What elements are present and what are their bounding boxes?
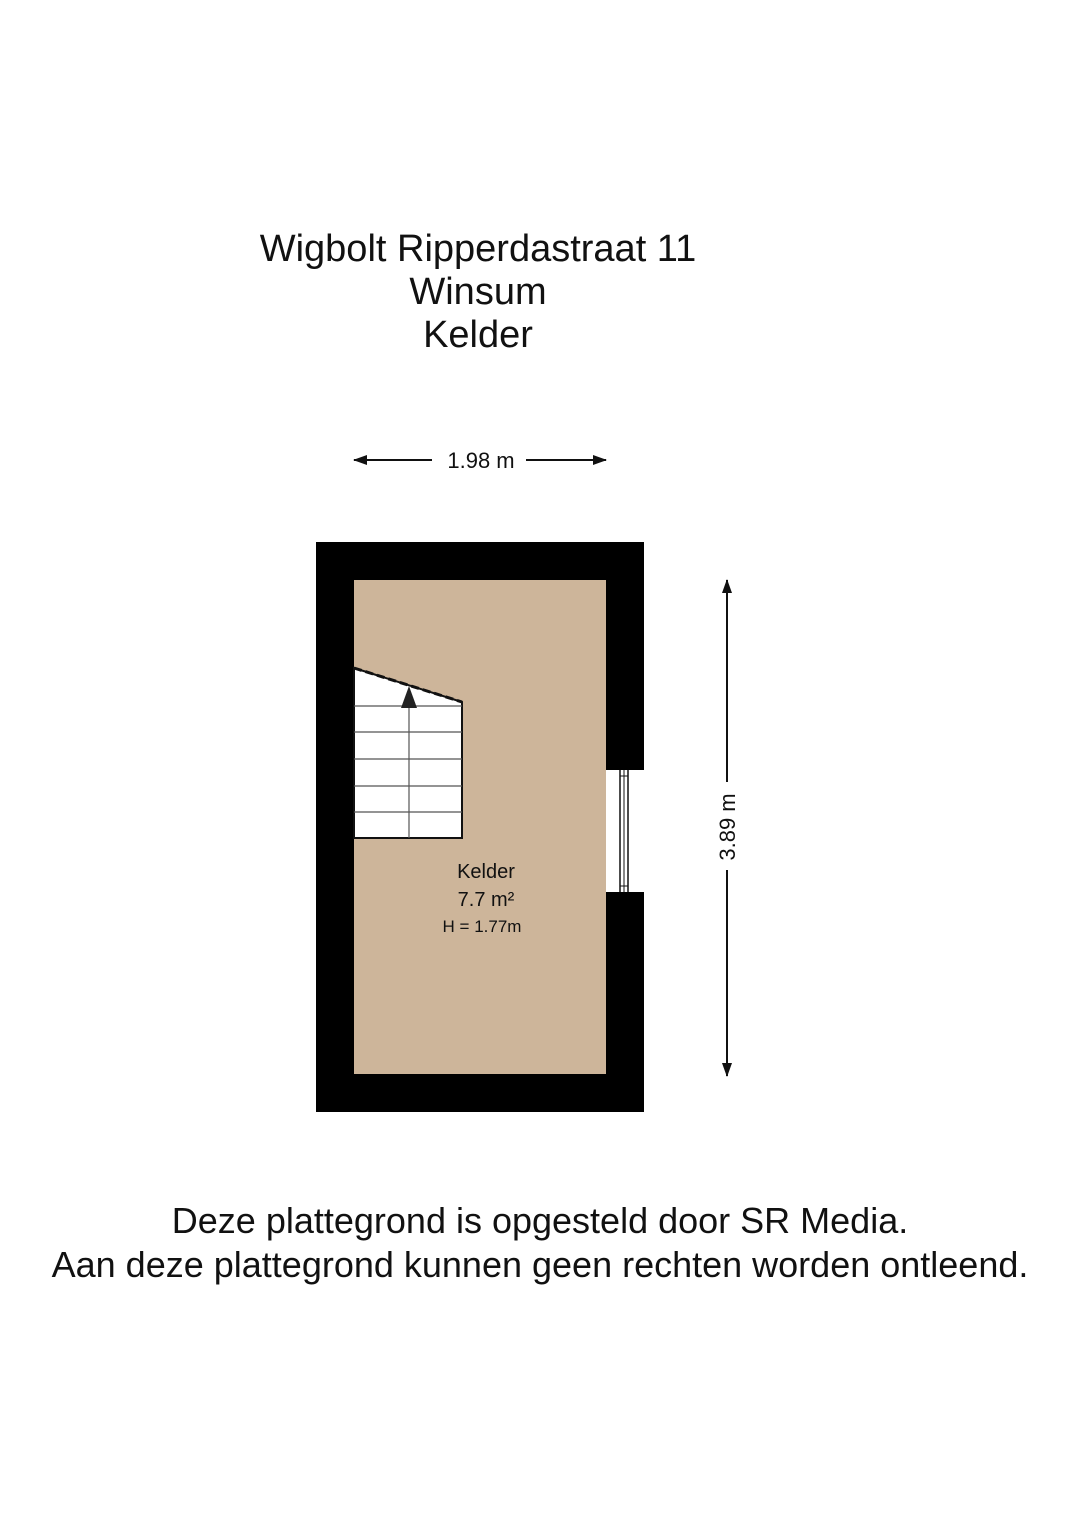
room-name: Kelder — [457, 861, 515, 883]
width-label: 1.98 m — [447, 448, 515, 473]
disclaimer-line-1: Deze plattegrond is opgesteld door SR Media. — [171, 1200, 909, 1241]
city-title: Winsum — [409, 271, 547, 313]
floor-title: Kelder — [423, 314, 533, 356]
room-area: 7.7 m² — [457, 889, 515, 911]
disclaimer — [0, 1199, 1080, 1287]
width-dimension — [354, 448, 606, 473]
window — [606, 770, 644, 892]
height-dimension — [715, 580, 740, 1076]
height-label: 3.89 m — [715, 793, 740, 861]
room-ceiling-height: H = 1.77m — [442, 917, 522, 936]
disclaimer-line-2: Aan deze plattegrond kunnen geen rechten worden ontleend. — [51, 1244, 1029, 1285]
address-title: Wigbolt Ripperdastraat 11 — [259, 228, 697, 270]
